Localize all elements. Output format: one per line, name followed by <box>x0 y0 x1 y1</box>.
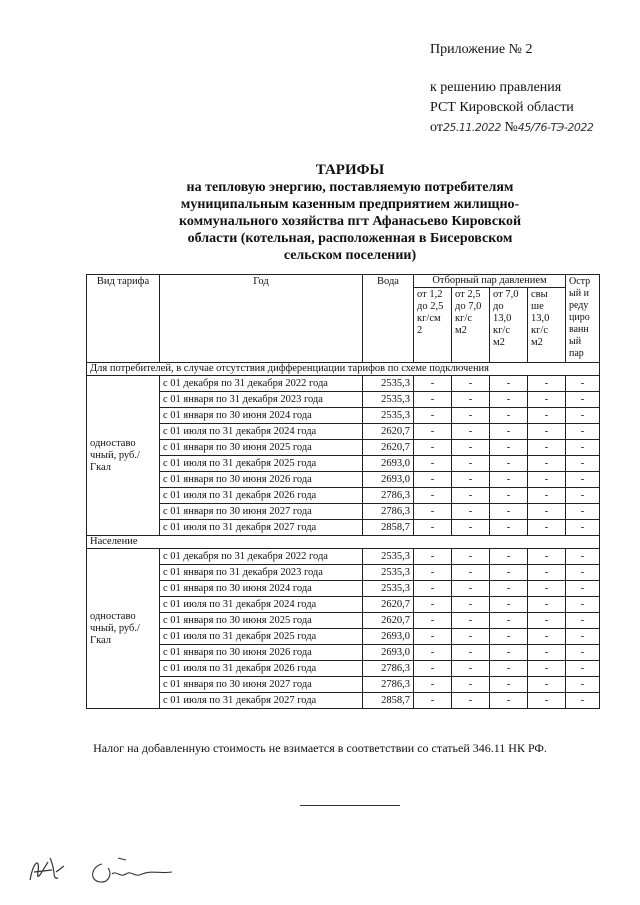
empty-tariff-cell: - <box>452 581 490 597</box>
empty-tariff-cell: - <box>490 565 528 581</box>
period-cell: с 01 января по 30 июня 2025 года <box>160 440 363 456</box>
water-tariff-cell: 2535,3 <box>363 392 414 408</box>
empty-tariff-cell: - <box>490 645 528 661</box>
empty-tariff-cell: - <box>528 488 566 504</box>
empty-tariff-cell: - <box>452 597 490 613</box>
separator-line <box>300 805 400 806</box>
empty-tariff-cell: - <box>528 456 566 472</box>
table-row <box>87 472 600 488</box>
empty-tariff-cell: - <box>566 504 600 520</box>
empty-tariff-cell: - <box>528 472 566 488</box>
period-cell: с 01 июля по 31 декабря 2025 года <box>160 629 363 645</box>
empty-tariff-cell: - <box>528 597 566 613</box>
empty-tariff-cell: - <box>566 677 600 693</box>
table-row <box>87 456 600 472</box>
period-cell: с 01 января по 30 июня 2027 года <box>160 677 363 693</box>
empty-tariff-cell: - <box>528 565 566 581</box>
empty-tariff-cell: - <box>490 440 528 456</box>
water-tariff-cell: 2535,3 <box>363 581 414 597</box>
empty-tariff-cell: - <box>490 520 528 536</box>
section-general-consumers: Для потребителей, в случае отсутствия дифференциации тарифов по схеме подключения <box>87 363 600 376</box>
empty-tariff-cell: - <box>414 565 452 581</box>
period-cell: с 01 января по 30 июня 2027 года <box>160 504 363 520</box>
empty-tariff-cell: - <box>528 613 566 629</box>
empty-tariff-cell: - <box>490 504 528 520</box>
period-cell: с 01 декабря по 31 декабря 2022 года <box>160 376 363 392</box>
water-tariff-cell: 2535,3 <box>363 549 414 565</box>
empty-tariff-cell: - <box>414 613 452 629</box>
table-row <box>87 504 600 520</box>
empty-tariff-cell: - <box>490 408 528 424</box>
table-row <box>87 440 600 456</box>
empty-tariff-cell: - <box>566 549 600 565</box>
empty-tariff-cell: - <box>528 440 566 456</box>
table-row <box>87 520 600 536</box>
empty-tariff-cell: - <box>490 488 528 504</box>
table-row <box>87 376 600 392</box>
empty-tariff-cell: - <box>566 440 600 456</box>
water-tariff-cell: 2693,0 <box>363 472 414 488</box>
empty-tariff-cell: - <box>414 408 452 424</box>
empty-tariff-cell: - <box>490 613 528 629</box>
document-title: ТАРИФЫ на тепловую энергию, поставляемую потребителям муниципальным казенным предприятием жилищно- коммунального хозяйства пгт Афанасьево Кировской области (котельная, расположенная в Бисеровском сельском поселении) <box>100 162 600 264</box>
empty-tariff-cell: - <box>452 424 490 440</box>
header-pressure-2: от 2,5 до 7,0 кг/с м2 <box>452 288 490 363</box>
table-row <box>87 488 600 504</box>
empty-tariff-cell: - <box>566 613 600 629</box>
water-tariff-cell: 2786,3 <box>363 677 414 693</box>
period-cell: с 01 июля по 31 декабря 2024 года <box>160 424 363 440</box>
empty-tariff-cell: - <box>452 645 490 661</box>
empty-tariff-cell: - <box>566 472 600 488</box>
water-tariff-cell: 2535,3 <box>363 565 414 581</box>
empty-tariff-cell: - <box>452 472 490 488</box>
empty-tariff-cell: - <box>414 629 452 645</box>
empty-tariff-cell: - <box>452 549 490 565</box>
water-tariff-cell: 2535,3 <box>363 408 414 424</box>
water-tariff-cell: 2620,7 <box>363 424 414 440</box>
table-row <box>87 661 600 677</box>
period-cell: с 01 июля по 31 декабря 2027 года <box>160 693 363 709</box>
water-tariff-cell: 2693,0 <box>363 645 414 661</box>
header-pressure-1: от 1,2 до 2,5 кг/см 2 <box>414 288 452 363</box>
empty-tariff-cell: - <box>566 520 600 536</box>
table-row <box>87 392 600 408</box>
empty-tariff-cell: - <box>414 677 452 693</box>
empty-tariff-cell: - <box>528 424 566 440</box>
period-cell: с 01 января по 30 июня 2026 года <box>160 645 363 661</box>
tariff-table <box>86 274 600 709</box>
period-cell: с 01 декабря по 31 декабря 2022 года <box>160 549 363 565</box>
water-tariff-cell: 2535,3 <box>363 376 414 392</box>
empty-tariff-cell: - <box>528 549 566 565</box>
empty-tariff-cell: - <box>414 440 452 456</box>
table-row <box>87 645 600 661</box>
water-tariff-cell: 2620,7 <box>363 597 414 613</box>
header-sharp-steam: Остр ый и реду циро ванн ый пар <box>566 275 600 363</box>
empty-tariff-cell: - <box>414 456 452 472</box>
empty-tariff-cell: - <box>490 677 528 693</box>
empty-tariff-cell: - <box>566 597 600 613</box>
table-row <box>87 549 600 565</box>
header-water: Вода <box>363 275 414 363</box>
water-tariff-cell: 2693,0 <box>363 456 414 472</box>
period-cell: с 01 июля по 31 декабря 2024 года <box>160 597 363 613</box>
water-tariff-cell: 2858,7 <box>363 520 414 536</box>
appendix-authority: РСТ Кировской области <box>430 100 574 115</box>
table-row <box>87 565 600 581</box>
general-tariff-kind: одноставо чный, руб./Гкал <box>87 376 160 536</box>
period-cell: с 01 июля по 31 декабря 2026 года <box>160 488 363 504</box>
table-row <box>87 597 600 613</box>
empty-tariff-cell: - <box>566 456 600 472</box>
signature-image <box>22 850 182 895</box>
header-pressure-4: свы ше 13,0 кг/с м2 <box>528 288 566 363</box>
empty-tariff-cell: - <box>528 693 566 709</box>
empty-tariff-cell: - <box>452 504 490 520</box>
empty-tariff-cell: - <box>452 392 490 408</box>
empty-tariff-cell: - <box>566 661 600 677</box>
empty-tariff-cell: - <box>490 392 528 408</box>
period-cell: с 01 января по 30 июня 2024 года <box>160 581 363 597</box>
empty-tariff-cell: - <box>414 597 452 613</box>
empty-tariff-cell: - <box>414 520 452 536</box>
period-cell: с 01 июля по 31 декабря 2026 года <box>160 661 363 677</box>
water-tariff-cell: 2693,0 <box>363 629 414 645</box>
empty-tariff-cell: - <box>490 424 528 440</box>
header-kind: Вид тарифа <box>87 275 160 363</box>
period-cell: с 01 января по 31 декабря 2023 года <box>160 392 363 408</box>
water-tariff-cell: 2858,7 <box>363 693 414 709</box>
period-cell: с 01 июля по 31 декабря 2025 года <box>160 456 363 472</box>
empty-tariff-cell: - <box>490 597 528 613</box>
empty-tariff-cell: - <box>566 392 600 408</box>
appendix-date: 25.11.2022 <box>442 121 501 134</box>
empty-tariff-cell: - <box>566 424 600 440</box>
empty-tariff-cell: - <box>414 581 452 597</box>
water-tariff-cell: 2620,7 <box>363 440 414 456</box>
empty-tariff-cell: - <box>528 392 566 408</box>
table-row <box>87 581 600 597</box>
table-row <box>87 693 600 709</box>
header-year: Год <box>160 275 363 363</box>
empty-tariff-cell: - <box>566 408 600 424</box>
empty-tariff-cell: - <box>414 472 452 488</box>
empty-tariff-cell: - <box>490 456 528 472</box>
empty-tariff-cell: - <box>490 472 528 488</box>
empty-tariff-cell: - <box>452 613 490 629</box>
empty-tariff-cell: - <box>452 661 490 677</box>
appendix-block <box>430 40 593 138</box>
appendix-date-line: от25.11.2022 №45/76-ТЭ-2022 <box>430 120 594 135</box>
empty-tariff-cell: - <box>490 693 528 709</box>
header-steam: Отборный пар давлением <box>414 275 566 288</box>
empty-tariff-cell: - <box>528 629 566 645</box>
empty-tariff-cell: - <box>528 376 566 392</box>
empty-tariff-cell: - <box>528 504 566 520</box>
empty-tariff-cell: - <box>490 376 528 392</box>
empty-tariff-cell: - <box>528 645 566 661</box>
period-cell: с 01 января по 31 декабря 2023 года <box>160 565 363 581</box>
period-cell: с 01 января по 30 июня 2024 года <box>160 408 363 424</box>
empty-tariff-cell: - <box>528 581 566 597</box>
empty-tariff-cell: - <box>414 661 452 677</box>
table-row <box>87 424 600 440</box>
tax-note: Налог на добавленную стоимость не взимается в соответствии со статьей 346.11 НК РФ. <box>93 741 547 755</box>
empty-tariff-cell: - <box>452 629 490 645</box>
empty-tariff-cell: - <box>414 424 452 440</box>
title-heading: ТАРИФЫ <box>315 162 385 178</box>
empty-tariff-cell: - <box>452 456 490 472</box>
empty-tariff-cell: - <box>414 693 452 709</box>
empty-tariff-cell: - <box>566 645 600 661</box>
empty-tariff-cell: - <box>566 565 600 581</box>
empty-tariff-cell: - <box>452 565 490 581</box>
empty-tariff-cell: - <box>452 440 490 456</box>
water-tariff-cell: 2786,3 <box>363 661 414 677</box>
appendix-number-value: 45/76-ТЭ-2022 <box>517 121 594 134</box>
empty-tariff-cell: - <box>490 549 528 565</box>
empty-tariff-cell: - <box>566 376 600 392</box>
empty-tariff-cell: - <box>452 376 490 392</box>
empty-tariff-cell: - <box>490 629 528 645</box>
appendix-decision: к решению правления <box>430 80 562 95</box>
empty-tariff-cell: - <box>566 581 600 597</box>
population-tariff-kind: одноставо чный, руб./Гкал <box>87 549 160 709</box>
empty-tariff-cell: - <box>452 520 490 536</box>
period-cell: с 01 января по 30 июня 2025 года <box>160 613 363 629</box>
empty-tariff-cell: - <box>452 408 490 424</box>
table-row <box>87 613 600 629</box>
water-tariff-cell: 2620,7 <box>363 613 414 629</box>
empty-tariff-cell: - <box>566 629 600 645</box>
empty-tariff-cell: - <box>528 520 566 536</box>
empty-tariff-cell: - <box>490 581 528 597</box>
empty-tariff-cell: - <box>452 488 490 504</box>
empty-tariff-cell: - <box>566 488 600 504</box>
appendix-number: Приложение № 2 <box>430 42 533 57</box>
empty-tariff-cell: - <box>414 645 452 661</box>
empty-tariff-cell: - <box>414 488 452 504</box>
empty-tariff-cell: - <box>528 661 566 677</box>
water-tariff-cell: 2786,3 <box>363 504 414 520</box>
empty-tariff-cell: - <box>490 661 528 677</box>
empty-tariff-cell: - <box>528 408 566 424</box>
empty-tariff-cell: - <box>452 693 490 709</box>
empty-tariff-cell: - <box>414 392 452 408</box>
section-population: Население <box>87 536 600 549</box>
empty-tariff-cell: - <box>452 677 490 693</box>
water-tariff-cell: 2786,3 <box>363 488 414 504</box>
period-cell: с 01 января по 30 июня 2026 года <box>160 472 363 488</box>
empty-tariff-cell: - <box>414 376 452 392</box>
empty-tariff-cell: - <box>528 677 566 693</box>
header-pressure-3: от 7,0 до 13,0 кг/с м2 <box>490 288 528 363</box>
table-row <box>87 408 600 424</box>
table-row <box>87 677 600 693</box>
period-cell: с 01 июля по 31 декабря 2027 года <box>160 520 363 536</box>
empty-tariff-cell: - <box>414 504 452 520</box>
table-row <box>87 629 600 645</box>
empty-tariff-cell: - <box>414 549 452 565</box>
empty-tariff-cell: - <box>566 693 600 709</box>
